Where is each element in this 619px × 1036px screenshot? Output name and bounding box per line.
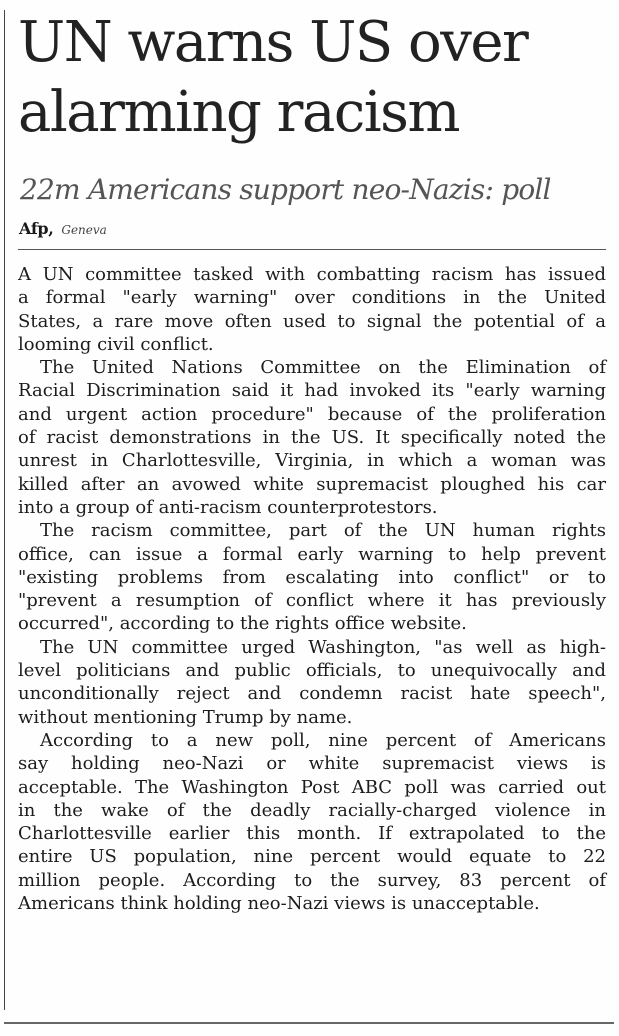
paragraph-line: Racial Discrimination said it had invoked its "early warning <box>18 380 606 402</box>
subheadline: 22m Americans support neo-Nazis: poll <box>20 173 551 206</box>
paragraph-first-line: The United Nations Committee on the Elimination of <box>40 357 606 379</box>
headline-line: UN warns US over <box>18 10 528 75</box>
paragraph-line: entire US population, nine percent would equate to 22 <box>18 846 606 868</box>
paragraph-line: unrest in Charlottesville, Virginia, in which a woman was <box>18 450 606 472</box>
article-body <box>18 263 606 915</box>
paragraph-line: Americans think holding neo-Nazi views is unacceptable. <box>18 893 540 915</box>
headline-line: alarming racism <box>18 80 459 145</box>
paragraph-line: office, can issue a formal early warning to help prevent <box>18 543 606 565</box>
paragraph-first-line: According to a new poll, nine percent of Americans <box>40 729 606 751</box>
byline <box>19 218 107 241</box>
byline-agency: Afp, <box>19 219 54 238</box>
byline-rule <box>18 249 606 250</box>
paragraph-line: a formal "early warning" over conditions in the United <box>18 287 606 309</box>
paragraph-line: into a group of anti-racism counterprotestors. <box>18 496 438 518</box>
paragraph-line: unconditionally reject and condemn racist hate speech", <box>18 683 606 705</box>
paragraph-first-line: A UN committee tasked with combatting racism has issued <box>18 264 606 285</box>
headline <box>18 8 613 148</box>
paragraph-line: occurred", according to the rights office website. <box>18 613 467 635</box>
left-column-rule <box>4 10 5 1010</box>
paragraph-line: level politicians and public officials, to unequivocally and <box>18 660 606 682</box>
byline-dateline: Geneva <box>61 223 107 237</box>
bottom-rule <box>4 1022 614 1024</box>
paragraph-line: States, a rare move often used to signal the potential of a <box>18 310 606 332</box>
paragraph-line: killed after an avowed white supremacist ploughed his car <box>18 473 606 495</box>
paragraph-first-line: The UN committee urged Washington, "as well as high- <box>40 636 606 658</box>
paragraph-line: Charlottesville earlier this month. If extrapolated to the <box>18 823 606 845</box>
paragraph-line: in the wake of the deadly racially-charged violence in <box>18 799 606 821</box>
paragraph-line: "prevent a resumption of conflict where it has previously <box>18 590 606 612</box>
paragraph-line: looming civil conflict. <box>18 333 214 355</box>
paragraph-line: million people. According to the survey, 83 percent of <box>18 869 606 891</box>
paragraph-line: say holding neo-Nazi or white supremacist views is <box>18 753 606 775</box>
paragraph-line: "existing problems from escalating into conflict" or to <box>18 566 606 588</box>
paragraph-line: without mentioning Trump by name. <box>18 706 353 728</box>
paragraph-line: and urgent action procedure" because of the proliferation <box>18 403 606 425</box>
paragraph-line: acceptable. The Washington Post ABC poll was carried out <box>18 776 606 798</box>
paragraph-line: of racist demonstrations in the US. It specifically noted the <box>18 427 606 449</box>
paragraph-first-line: The racism committee, part of the UN human rights <box>40 520 606 542</box>
